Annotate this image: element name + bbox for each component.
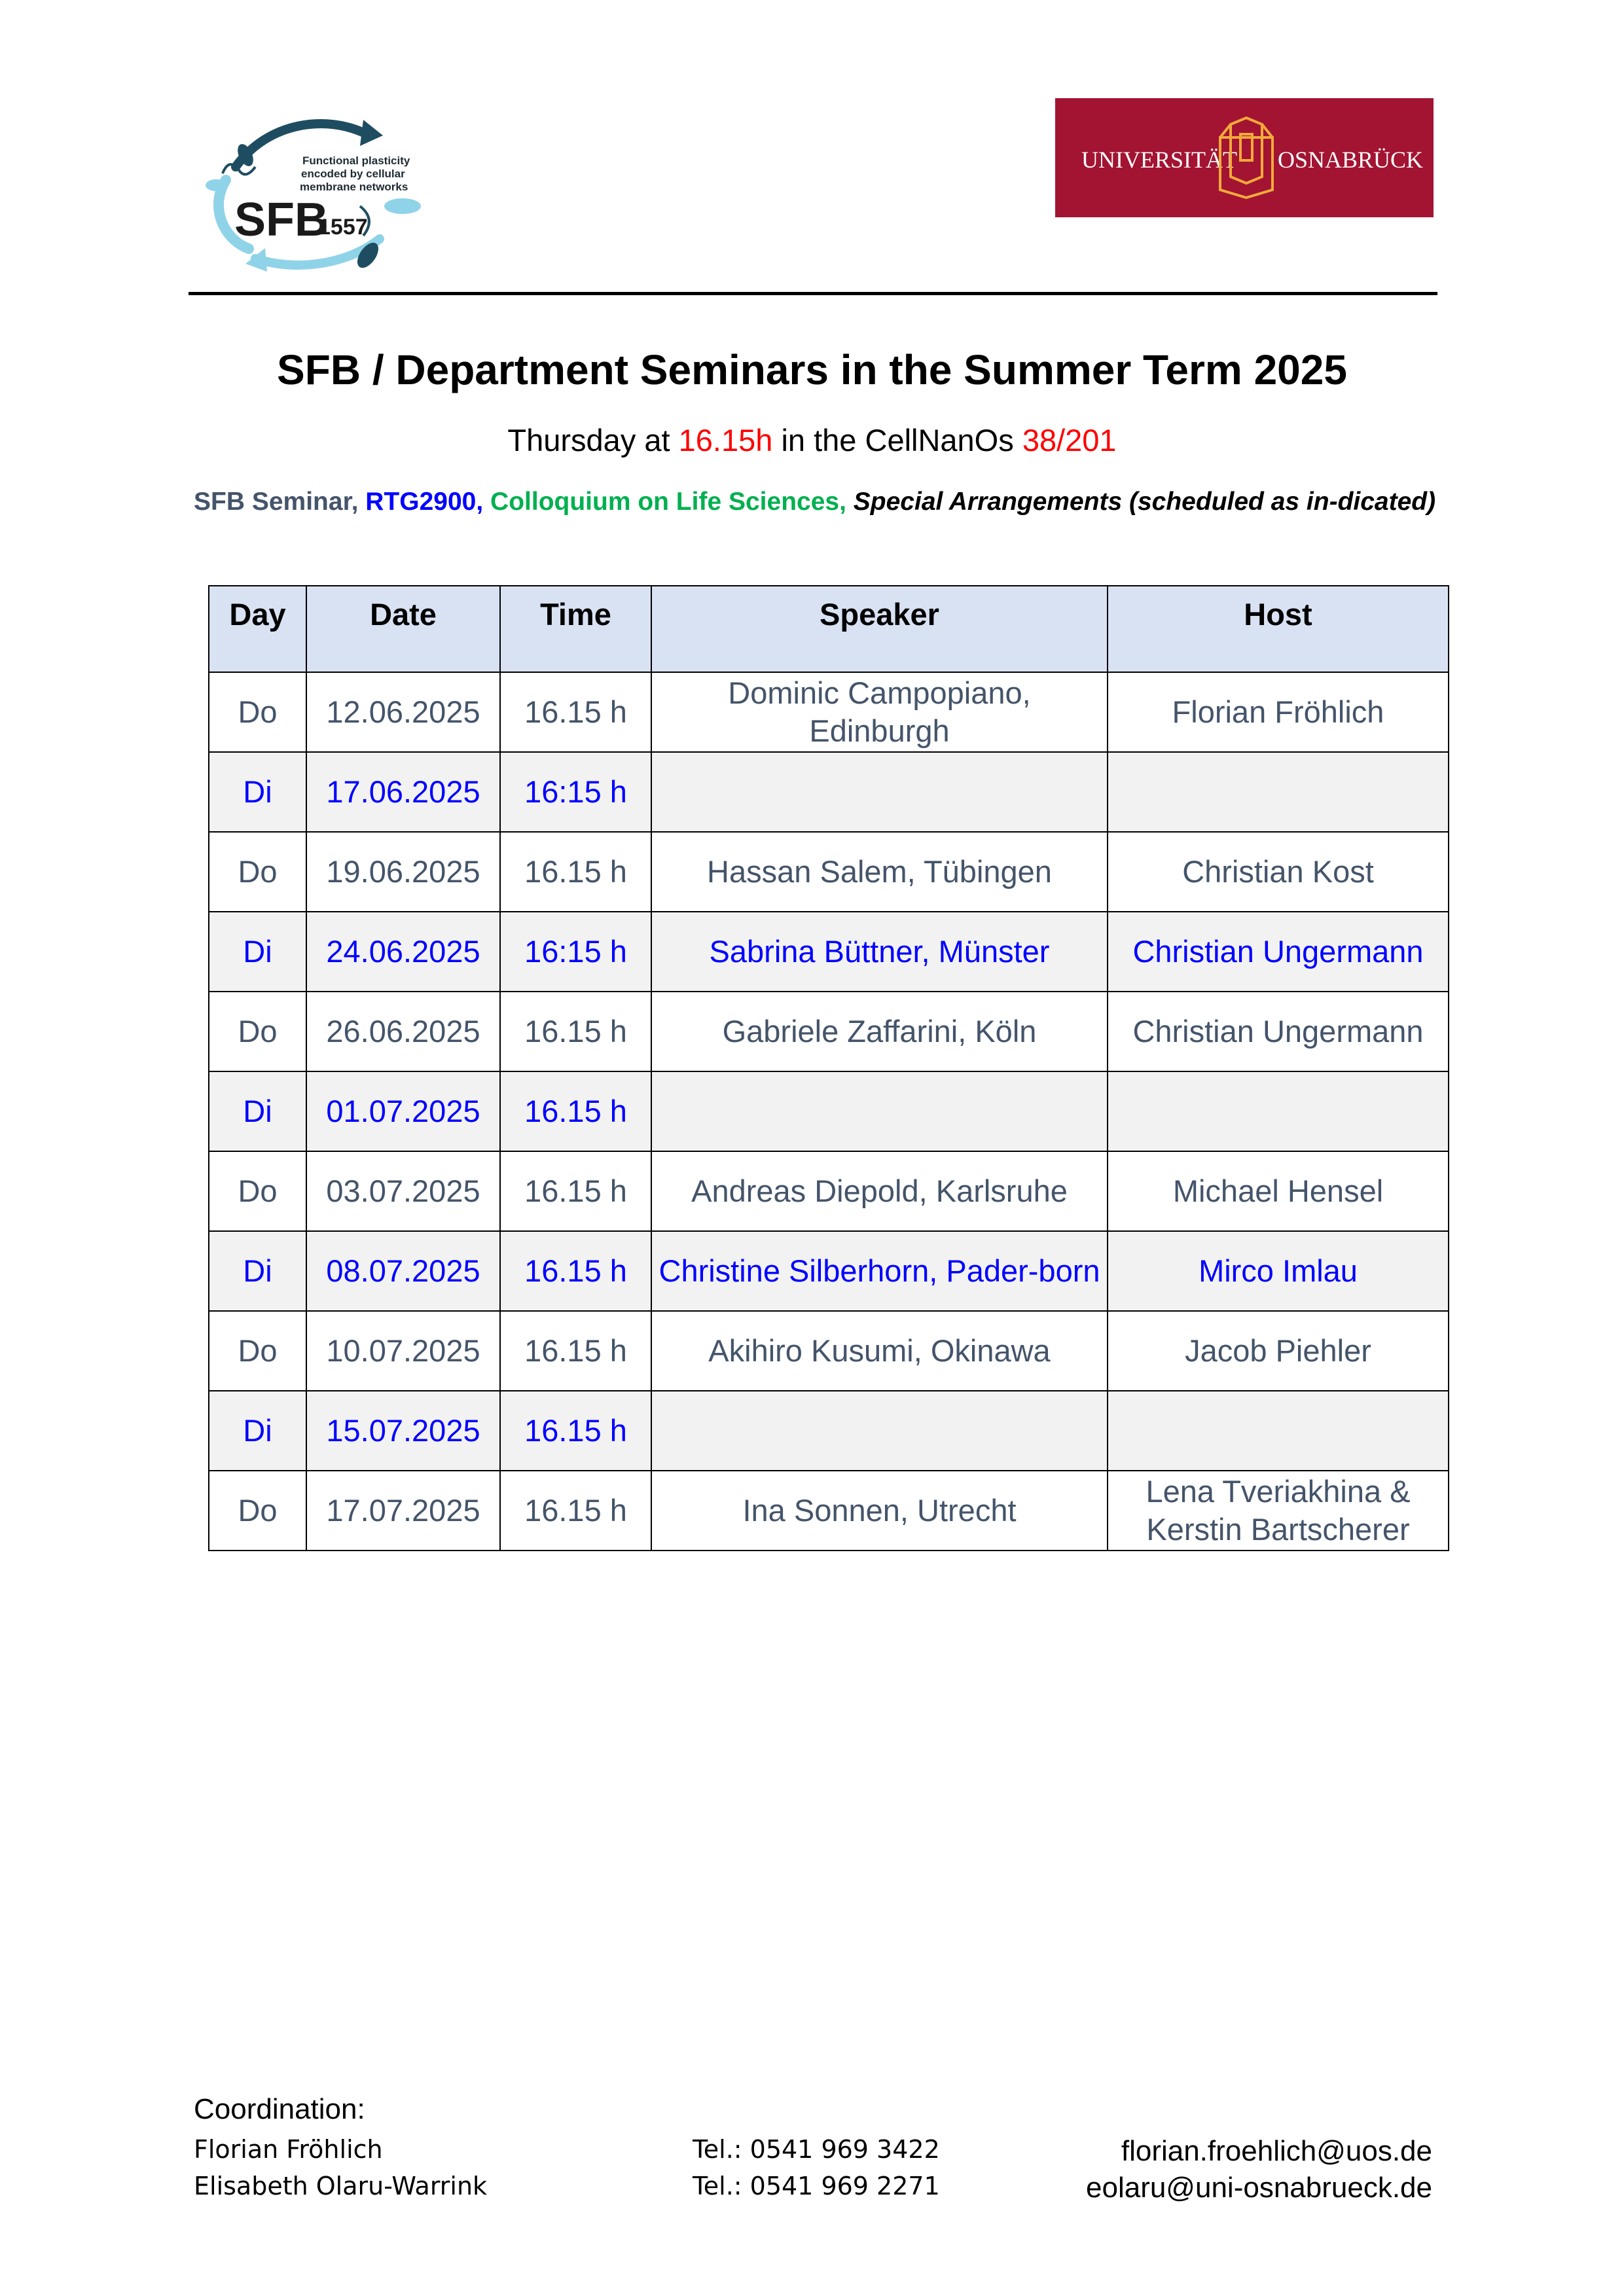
cell-time: 16.15 h bbox=[500, 1151, 651, 1231]
cell-host: Michael Hensel bbox=[1108, 1151, 1449, 1231]
cell-host: Christian Kost bbox=[1108, 832, 1449, 912]
cell-time: 16.15 h bbox=[500, 1311, 651, 1391]
university-osnabrueck-logo-icon bbox=[1055, 98, 1434, 217]
cell-day: Di bbox=[209, 912, 306, 992]
cell-speaker: Hassan Salem, Tübingen bbox=[651, 832, 1108, 912]
table-row bbox=[209, 752, 1449, 832]
cell-speaker: Ina Sonnen, Utrecht bbox=[651, 1471, 1108, 1551]
cell-date: 03.07.2025 bbox=[306, 1151, 500, 1231]
cell-speaker: Gabriele Zaffarini, Köln bbox=[651, 992, 1108, 1071]
sfb-tagline-1: Functional plasticity bbox=[302, 154, 410, 167]
subtitle-time: 16.15h bbox=[678, 423, 773, 457]
coordination-title: Coordination: bbox=[194, 2093, 365, 2125]
cell-day: Di bbox=[209, 1391, 306, 1471]
cell-date: 10.07.2025 bbox=[306, 1311, 500, 1391]
cell-time: 16.15 h bbox=[500, 992, 651, 1071]
cell-date: 08.07.2025 bbox=[306, 1231, 500, 1311]
subtitle-prefix: Thursday at bbox=[507, 423, 679, 457]
contact-name: Elisabeth Olaru-Warrink bbox=[194, 2172, 488, 2200]
column-header-date: Date bbox=[306, 586, 500, 672]
cell-host: Lena Tveriakhina & Kerstin Bartscherer bbox=[1108, 1471, 1449, 1551]
contact-email-link[interactable]: eolaru@uni-osnabrueck.de bbox=[1086, 2172, 1432, 2204]
sfb-name: SFB bbox=[234, 194, 329, 246]
university-logo bbox=[1055, 98, 1434, 217]
column-header-time: Time bbox=[500, 586, 651, 672]
contact-phone: Tel.: 0541 969 3422 bbox=[693, 2135, 940, 2164]
cell-time: 16:15 h bbox=[500, 912, 651, 992]
table-row bbox=[209, 1471, 1449, 1551]
cell-time: 16.15 h bbox=[500, 1071, 651, 1151]
cell-host: Christian Ungermann bbox=[1108, 912, 1449, 992]
sfb-tagline-2: encoded by cellular bbox=[301, 168, 405, 180]
uni-logo-right-text: OSNABRÜCK bbox=[1278, 147, 1424, 173]
legend-special-arrangements: Special Arrangements (scheduled as in-dicated) bbox=[853, 488, 1436, 516]
cell-day: Do bbox=[209, 672, 306, 752]
legend-colloquium: Colloquium on Life Sciences, bbox=[490, 488, 854, 516]
cell-date: 24.06.2025 bbox=[306, 912, 500, 992]
table-row bbox=[209, 1151, 1449, 1231]
table-row bbox=[209, 832, 1449, 912]
cell-host: Jacob Piehler bbox=[1108, 1311, 1449, 1391]
cell-time: 16.15 h bbox=[500, 1471, 651, 1551]
cell-date: 01.07.2025 bbox=[306, 1071, 500, 1151]
table-row bbox=[209, 1231, 1449, 1311]
column-header-day: Day bbox=[209, 586, 306, 672]
cell-day: Do bbox=[209, 832, 306, 912]
cell-date: 17.07.2025 bbox=[306, 1471, 500, 1551]
cell-day: Di bbox=[209, 1231, 306, 1311]
cell-host: Mirco Imlau bbox=[1108, 1231, 1449, 1311]
table-row bbox=[209, 672, 1449, 752]
cell-day: Di bbox=[209, 752, 306, 832]
column-header-host: Host bbox=[1108, 586, 1449, 672]
cell-day: Do bbox=[209, 1311, 306, 1391]
seminar-type-legend bbox=[194, 486, 1437, 518]
cell-day: Do bbox=[209, 992, 306, 1071]
cell-host bbox=[1108, 1071, 1449, 1151]
subtitle-middle: in the CellNanOs bbox=[772, 423, 1022, 457]
contact-row bbox=[194, 2135, 1432, 2172]
contact-email-link[interactable]: florian.froehlich@uos.de bbox=[1121, 2135, 1432, 2167]
cell-host bbox=[1108, 1391, 1449, 1471]
cell-time: 16.15 h bbox=[500, 832, 651, 912]
cell-host: Christian Ungermann bbox=[1108, 992, 1449, 1071]
table-header-row bbox=[209, 586, 1449, 672]
cell-day: Do bbox=[209, 1471, 306, 1551]
cell-host: Florian Fröhlich bbox=[1108, 672, 1449, 752]
sfb-logo bbox=[196, 108, 432, 278]
cell-time: 16:15 h bbox=[500, 752, 651, 832]
table-row bbox=[209, 1311, 1449, 1391]
cell-time: 16.15 h bbox=[500, 1391, 651, 1471]
header-divider bbox=[189, 292, 1437, 295]
cell-date: 17.06.2025 bbox=[306, 752, 500, 832]
cell-speaker: Dominic Campopiano, Edinburgh bbox=[651, 672, 1108, 752]
sfb-1557-logo-icon bbox=[196, 108, 432, 278]
uni-logo-left-text: UNIVERSITÄT bbox=[1081, 147, 1237, 173]
cell-speaker bbox=[651, 752, 1108, 832]
page-title: SFB / Department Seminars in the Summer Term 2025 bbox=[277, 346, 1347, 393]
contact-phone: Tel.: 0541 969 2271 bbox=[693, 2172, 940, 2200]
table-row bbox=[209, 992, 1449, 1071]
cell-speaker: Andreas Diepold, Karlsruhe bbox=[651, 1151, 1108, 1231]
cell-time: 16.15 h bbox=[500, 1231, 651, 1311]
table-row bbox=[209, 1071, 1449, 1151]
seminar-table bbox=[208, 585, 1449, 1551]
subtitle bbox=[0, 422, 1624, 458]
cell-time: 16.15 h bbox=[500, 672, 651, 752]
cell-speaker bbox=[651, 1391, 1108, 1471]
cell-date: 19.06.2025 bbox=[306, 832, 500, 912]
sfb-number: 1557 bbox=[318, 215, 368, 240]
contact-name: Florian Fröhlich bbox=[194, 2135, 383, 2164]
legend-sfb-seminar: SFB Seminar, bbox=[194, 488, 366, 516]
cell-host bbox=[1108, 752, 1449, 832]
contact-row bbox=[194, 2172, 1432, 2208]
cell-day: Di bbox=[209, 1071, 306, 1151]
subtitle-room: 38/201 bbox=[1022, 423, 1117, 457]
cell-speaker: Akihiro Kusumi, Okinawa bbox=[651, 1311, 1108, 1391]
column-header-speaker: Speaker bbox=[651, 586, 1108, 672]
table-row bbox=[209, 1391, 1449, 1471]
cell-speaker: Sabrina Büttner, Münster bbox=[651, 912, 1108, 992]
cell-day: Do bbox=[209, 1151, 306, 1231]
legend-rtg: RTG2900, bbox=[365, 488, 491, 516]
cell-date: 12.06.2025 bbox=[306, 672, 500, 752]
cell-date: 15.07.2025 bbox=[306, 1391, 500, 1471]
cell-speaker: Christine Silberhorn, Pader-born bbox=[651, 1231, 1108, 1311]
cell-speaker bbox=[651, 1071, 1108, 1151]
table-row bbox=[209, 912, 1449, 992]
cell-date: 26.06.2025 bbox=[306, 992, 500, 1071]
sfb-tagline-3: membrane networks bbox=[300, 181, 408, 193]
